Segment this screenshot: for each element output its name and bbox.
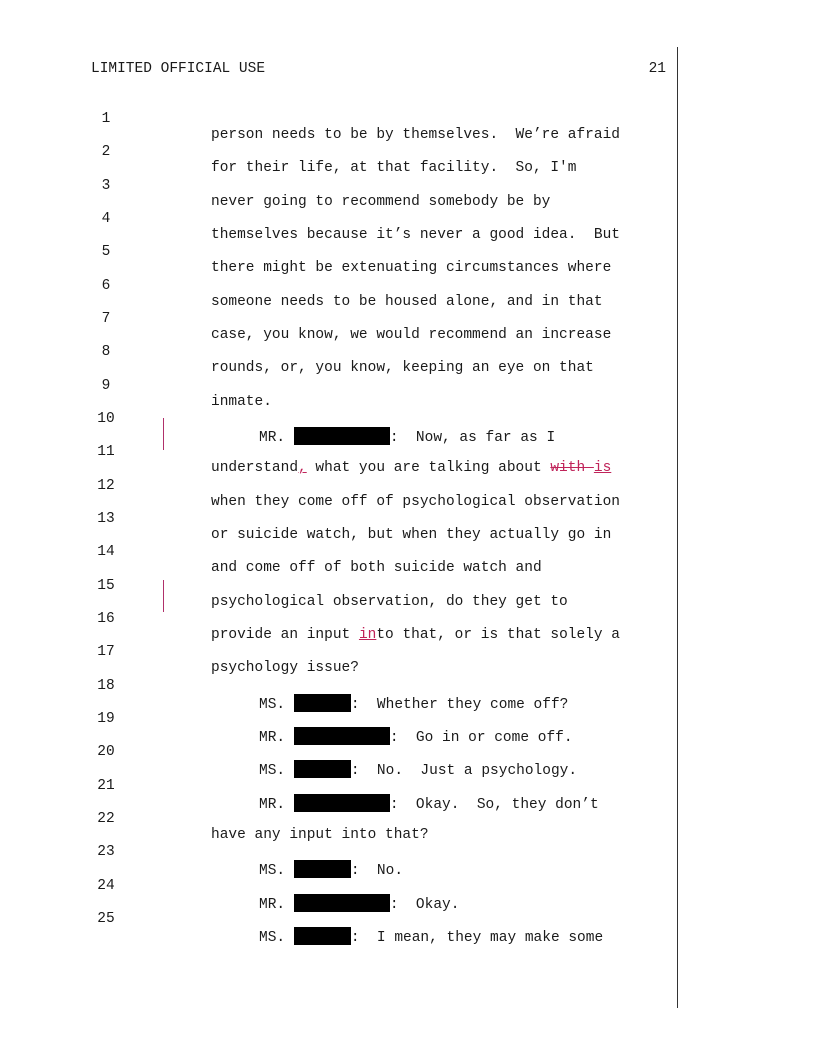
transcript-line [0, 762, 816, 813]
line-number: 20 [97, 744, 115, 760]
transcript-line [0, 562, 816, 610]
line-number: 8 [101, 344, 111, 360]
line-number: 6 [101, 278, 111, 294]
deleted-text: with [550, 460, 594, 476]
line-text: rounds, or, you know, keeping an eye on that [211, 360, 594, 376]
line-number: 16 [97, 611, 115, 627]
line-number: 18 [97, 678, 115, 694]
line-text: : Okay. So, they don’t [389, 797, 599, 813]
line-number: 7 [101, 311, 111, 327]
line-text: case, you know, we would recommend an increase [211, 327, 612, 343]
line-number: 12 [97, 478, 115, 494]
line-number: 21 [97, 778, 115, 794]
line-text: inmate. [211, 394, 272, 410]
speaker-title: MS. [259, 863, 286, 879]
transcript-line [0, 862, 816, 913]
transcript-line [0, 295, 816, 343]
page-header [91, 61, 666, 81]
transcript-line [0, 795, 816, 843]
speaker-title: MS. [259, 697, 286, 713]
line-number: 19 [97, 711, 115, 727]
transcript-line [0, 395, 816, 446]
line-text: never going to recommend somebody be by [211, 194, 551, 210]
transcript-line [0, 695, 816, 746]
transcript-line [0, 95, 816, 143]
line-text: and come off of both suicide watch and [211, 560, 542, 576]
line-text: themselves because it’s never a good idea. But [211, 227, 620, 243]
line-text: for their life, at that facility. So, I'm [211, 160, 577, 176]
transcript-line [0, 828, 816, 879]
classification-marking: LIMITED OFFICIAL USE [91, 61, 266, 77]
line-text: : Now, as far as I [389, 430, 556, 446]
line-number: 9 [101, 378, 111, 394]
transcript-line [0, 628, 816, 676]
line-text: : I mean, they may make some [350, 930, 604, 946]
line-number: 4 [101, 211, 111, 227]
line-text: : No. Just a psychology. [350, 763, 578, 779]
speaker-title: MR. [259, 897, 286, 913]
transcript-line [0, 895, 816, 946]
transcript-line [0, 462, 816, 510]
speaker-title: MR. [259, 430, 286, 446]
text-segment: understand [211, 460, 299, 476]
speaker-title: MS. [259, 930, 286, 946]
revision-change-bar [163, 580, 164, 612]
line-number: 14 [97, 544, 115, 560]
page-number: 21 [648, 61, 666, 77]
line-number: 10 [97, 411, 115, 427]
text-segment: what you are talking about [306, 460, 551, 476]
line-text: : Okay. [389, 897, 460, 913]
line-text: or suicide watch, but when they actually go in [211, 527, 612, 543]
speaker-title: MR. [259, 730, 286, 746]
transcript-line [0, 162, 816, 210]
line-text: : Whether they come off? [350, 697, 569, 713]
speaker-line [259, 927, 603, 946]
inserted-text: in [358, 627, 377, 643]
transcript-line [0, 128, 816, 176]
transcript-line [0, 495, 816, 543]
line-number: 22 [97, 811, 115, 827]
line-number: 24 [97, 878, 115, 894]
inserted-text: , [298, 460, 307, 476]
transcript-line [0, 595, 816, 643]
line-text: someone needs to be housed alone, and in that [211, 294, 603, 310]
transcript-line [0, 662, 816, 713]
line-number: 11 [97, 444, 115, 460]
transcript-line [0, 728, 816, 779]
line-text: psychological observation, do they get to [211, 594, 568, 610]
line-text: : No. [350, 863, 404, 879]
line-text: : Go in or come off. [389, 730, 573, 746]
line-number: 3 [101, 178, 111, 194]
transcript-line [0, 328, 816, 376]
line-number: 13 [97, 511, 115, 527]
line-number: 15 [97, 578, 115, 594]
line-number: 23 [97, 844, 115, 860]
speaker-title: MR. [259, 797, 286, 813]
transcript-line [0, 262, 816, 310]
text-segment: provide an input [211, 627, 359, 643]
transcript-line [0, 228, 816, 276]
line-text: psychology issue? [211, 660, 359, 676]
revision-change-bar [163, 418, 164, 450]
transcript-line [0, 428, 816, 476]
line-text: have any input into that? [211, 827, 429, 843]
line-text: person needs to be by themselves. We’re afraid [211, 127, 620, 143]
speaker-title: MS. [259, 763, 286, 779]
inserted-text: is [593, 460, 612, 476]
line-number: 17 [97, 644, 115, 660]
line-number: 5 [101, 244, 111, 260]
redaction-box [294, 927, 351, 945]
line-text: there might be extenuating circumstances where [211, 260, 612, 276]
transcript-line [0, 195, 816, 243]
text-segment: to that, or is that solely a [376, 627, 620, 643]
line-number: 25 [97, 911, 115, 927]
transcript-line [0, 528, 816, 576]
line-number: 2 [101, 144, 111, 160]
line-text: when they come off of psychological observation [211, 494, 620, 510]
transcript-line [0, 362, 816, 410]
line-number: 1 [101, 111, 111, 127]
